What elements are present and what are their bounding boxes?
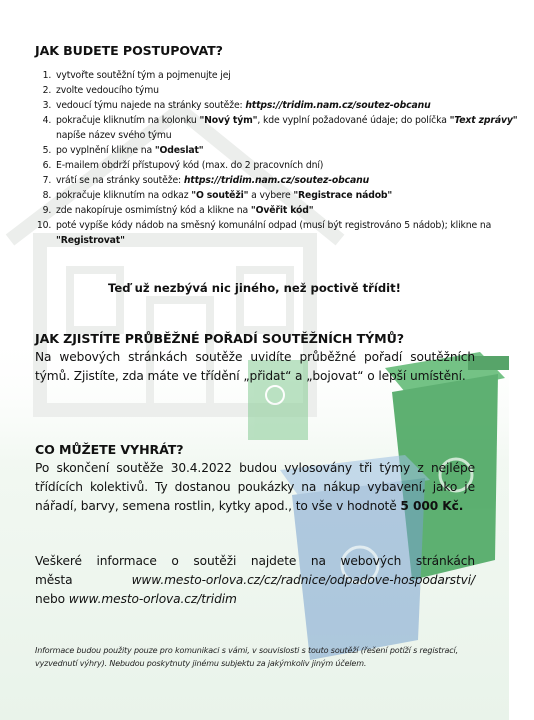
section-heading-how-to-proceed: JAK BUDETE POSTUPOVAT? [35, 43, 223, 58]
prizes-text: Po skončení soutěže 30.4.2022 budou vylosovány tři týmy z nejlépe třídících kolektivů. Ty dostanou poukázky na nákup vybavení, jako je nářadí, barvy, semena rostlin, kytky apod., to vše v hodnotě [35, 461, 475, 513]
privacy-footer: Informace budou použity pouze pro komunikaci s vámi, v souvislosti s touto soutěží (řešení potíží s registrací, vyzvednutí výhry). Nebudou poskytnuty jinému subjektu za jakýmkoliv jiným účelem. [35, 646, 458, 668]
step-link-text: "Text zprávy" [449, 115, 518, 126]
ranking-paragraph: Na webových stránkách soutěže uvidíte průběžné pořadí soutěžních týmů. Zjistíte, zda máte ve třídění „přidat“ a „bojovat“ o lepší umístění. [35, 350, 475, 383]
info-line-3 [35, 590, 475, 609]
step-text: "Nový tým" [199, 115, 258, 126]
info-paragraph [35, 552, 475, 609]
step-item [54, 203, 534, 218]
step-item [54, 218, 534, 248]
step-item [54, 98, 534, 113]
step-text: a vybere [248, 190, 294, 201]
step-link-text[interactable]: https://tridim.nam.cz/soutez-obcanu [245, 100, 431, 111]
step-item [54, 143, 534, 158]
step-item [54, 173, 534, 188]
step-text: "Registrace nádob" [293, 190, 393, 201]
step-text: "Odeslat" [154, 145, 204, 156]
step-text: pokračuje kliknutím na odkaz [56, 190, 192, 201]
info-line-1: Veškeré informace o soutěži najdete na webových stránkách [35, 554, 475, 568]
step-text: "Ověřit kód" [250, 205, 314, 216]
section-heading-prizes: CO MŮŽETE VYHRÁT? [35, 442, 184, 457]
step-text: "O soutěži" [191, 190, 249, 201]
step-item [54, 188, 534, 203]
step-text: "Registrovat" [56, 235, 125, 246]
step-text: zvolte vedoucího týmu [56, 85, 159, 96]
city-tridim-link[interactable]: www.mesto-orlova.cz/tridim [68, 592, 237, 606]
emphasis-line: Teď už nezbývá nic jiného, než poctivě třídit! [108, 281, 401, 295]
step-text: E-mailem obdrží přístupový kód (max. do 2 pracovních dní) [56, 160, 324, 171]
step-text: napíše název svého týmu [56, 130, 172, 141]
info-line-2 [35, 571, 475, 590]
step-text: vytvořte soutěžní tým a pojmenujte jej [56, 70, 231, 81]
step-text: vrátí se na stránky soutěže: [56, 175, 184, 186]
step-text: pokračuje kliknutím na kolonku [56, 115, 200, 126]
info-word-nebo: nebo [35, 592, 69, 606]
step-item [54, 113, 534, 143]
prizes-paragraph [35, 459, 475, 516]
city-waste-link[interactable]: www.mesto-orlova.cz/cz/radnice/odpadove-hospodarstvi/ [131, 573, 475, 587]
step-link-text[interactable]: https://tridim.nam.cz/soutez-obcanu [183, 175, 370, 186]
step-item [54, 68, 534, 83]
prize-amount: 5 000 Kč. [400, 499, 464, 513]
step-text: po vyplnění klikne na [56, 145, 155, 156]
info-word-mesta: města [35, 573, 73, 587]
step-item [54, 158, 534, 173]
step-text: , kde vyplní požadované údaje; do políčka [257, 115, 450, 126]
step-item [54, 83, 534, 98]
steps-list [12, 68, 534, 248]
step-text: vedoucí týmu najede na stránky soutěže: [56, 100, 246, 111]
step-text: zde nakopíruje osmimístný kód a klikne na [56, 205, 251, 216]
section-heading-ranking: JAK ZJISTÍTE PRŮBĚŽNÉ POŘADÍ SOUTĚŽNÍCH TÝMŮ? [35, 331, 404, 346]
step-text: poté vypíše kódy nádob na směsný komunální odpad (musí být registrováno 5 nádob); klikne na [56, 220, 492, 231]
